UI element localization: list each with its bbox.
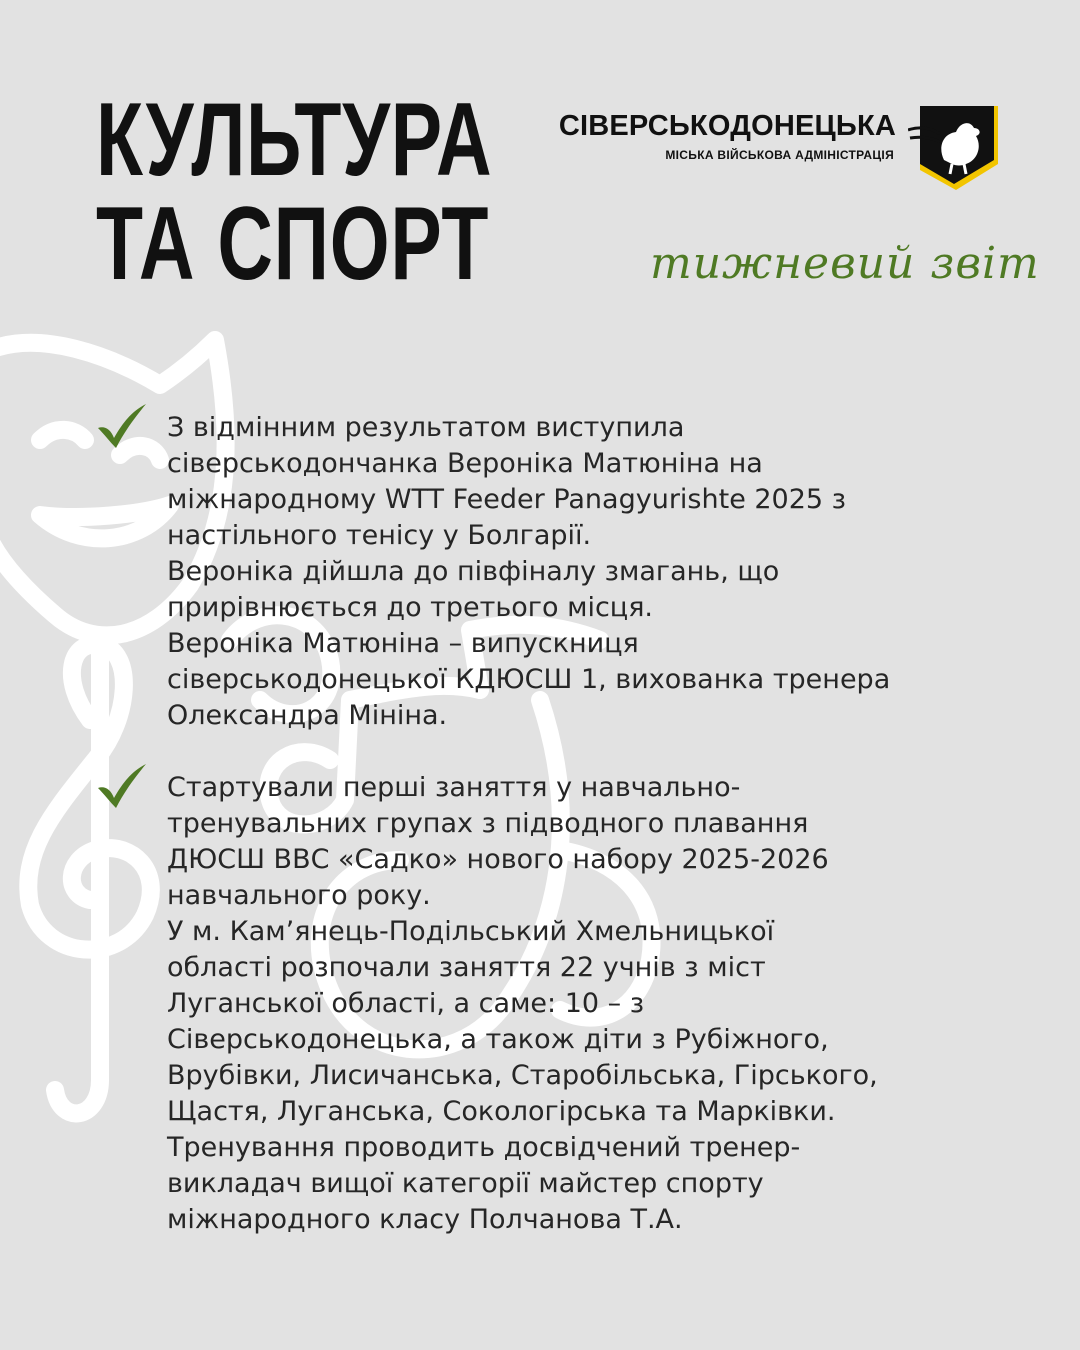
logo [540,104,1000,194]
text-line: міжнародного класу Полчанова Т.А. [167,1204,683,1235]
text-line: навчального року. [167,880,431,911]
text-line: області розпочали заняття 22 учнів з міст [167,952,766,983]
text-line: Вероніка дійшла до півфіналу змагань, що [167,556,780,587]
text-line: Олександра Мініна. [167,700,448,731]
news-item-1-text [167,410,1016,734]
news-item-2-text [167,770,1016,1238]
text-line: міжнародному WTT Feeder Panagyurishte 2025 з [167,484,847,515]
page-title [96,82,493,302]
text-line: прирівнюється до третього місця. [167,592,654,623]
text-line: настільного тенісу у Болгарії. [167,520,592,551]
text-line: Щастя, Луганська, Сокологірська та Марківки. [167,1096,836,1127]
logo-name: СІВЕРСЬКОДОНЕЦЬКА [558,110,896,142]
logo-subtitle: МІСЬКА ВІЙСЬКОВА АДМІНІСТРАЦІЯ [665,148,894,162]
text-line: Сіверськодонецька, а також діти з Рубіжного, [167,1024,829,1055]
news-item-2 [96,770,1016,1238]
text-line: сіверськодончанка Вероніка Матюніна на [167,448,763,479]
text-line: Вероніка Матюніна – випускниця [167,628,639,659]
text-line: сіверськодонецької КДЮСШ 1, вихованка тренера [167,664,891,695]
text-line: Врубівки, Лисичанська, Старобільська, Гірського, [167,1060,878,1091]
text-line: З відмінним результатом виступила [167,412,685,443]
mask-eye-left-icon [40,430,85,440]
text-line: Стартували перші заняття у навчально- [167,772,741,803]
text-line: викладач вищої категорії майстер спорту [167,1168,764,1199]
title-line-2: ТА СПОРТ [96,186,490,302]
text-line: Тренування проводить досвідчений тренер- [167,1132,801,1163]
weekly-report-label: тижневий звіт [650,238,1040,289]
text-line: тренувальних групах з підводного плавання [167,808,809,839]
city-emblem-icon [908,104,1000,194]
text-line: Луганської області, а саме: 10 – з [167,988,645,1019]
news-item-1 [96,410,1016,734]
text-line: ДЮСШ ВВС «Садко» нового набору 2025-2026 [167,844,829,875]
title-line-1: КУЛЬТУРА [96,82,493,198]
check-icon [96,762,148,810]
check-icon [96,402,148,450]
text-line: У м. Кам’янець-Подільський Хмельницької [167,916,775,947]
